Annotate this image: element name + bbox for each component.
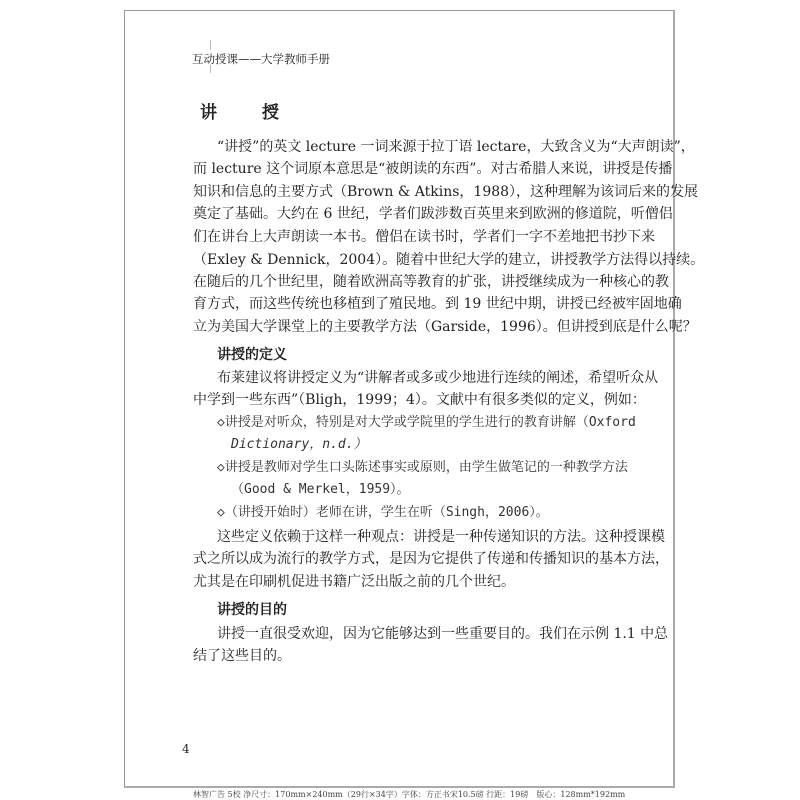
text-line: 这些定义依赖于这样一种观点：讲授是一种传递知识的方法。这种授课模 <box>217 529 665 545</box>
text-line: （Exley & Dennick，2004）。随着中世纪大学的建立，讲授教学方法得以持续。 <box>193 252 705 268</box>
text-line: 讲授一直很受欢迎，因为它能够达到一些重要目的。我们在示例 1.1 中总 <box>217 626 669 642</box>
bullet-line: Dictionary，n.d.） <box>231 437 367 452</box>
text-line: 中学到一些东西”（Bligh，1999；4）。文献中有很多类似的定义，例如： <box>193 392 646 408</box>
page-number: 4 <box>182 742 190 756</box>
text-line: 知识和信息的主要方式（Brown & Atkins，1988），这种理解为该词后来的发展 <box>193 184 699 200</box>
text-line: 布莱建议将讲授定义为“讲解者或多或少地进行连续的阐述，希望听众从 <box>217 370 659 386</box>
text-line: 式之所以成为流行的教学方式，是因为它提供了传递和传播知识的基本方法， <box>193 551 669 567</box>
subheading-definition: 讲授的定义 <box>217 347 287 363</box>
section-title: 讲 授 <box>200 103 293 123</box>
text-line: 育方式，而这些传统也移植到了殖民地。到 19 世纪中期，讲授已经被牢固地确 <box>193 296 682 312</box>
bullet-line: ◇（讲授开始时）老师在讲，学生在听（Singh，2006）。 <box>217 505 549 520</box>
text-line: 结了这些目的。 <box>193 648 291 664</box>
text-line: 在随后的几个世纪里，随着欧洲高等教育的扩张，讲授继续成为一种核心的教 <box>193 274 669 290</box>
bullet-line: ◇讲授是对听众，特别是对大学或学院里的学生进行的教育讲解（Oxford <box>217 415 636 430</box>
text-line: 而 lecture 这个词原本意思是“被朗读的东西”。对古希腊人来说，讲授是传播 <box>193 161 673 177</box>
text-line: 们在讲台上大声朗读一本书。僧侣在读书时，学者们一字不差地把书抄下来 <box>193 229 655 245</box>
bullet-line: ◇讲授是教师对学生口头陈述事实或原则，由学生做笔记的一种教学方法 <box>217 460 628 475</box>
text-line: 尤其是在印刷机促进书籍广泛出版之前的几个世纪。 <box>193 574 515 590</box>
print-spec: 林智广告 5校 净尺寸：170mm×240mm（29行×34字）字体：方正书宋10.5磅 行距：19磅 版心：128mm*192mm <box>193 790 626 799</box>
subheading-purpose: 讲授的目的 <box>217 602 287 618</box>
bullet-line: （Good & Merkel，1959）。 <box>231 482 410 497</box>
crop-mark <box>210 40 211 50</box>
text-line: “讲授”的英文 lecture 一词来源于拉丁语 lectare，大致含义为“大声朗读”， <box>217 139 695 155</box>
text-line: 立为美国大学课堂上的主要教学方法（Garside，1996）。但讲授到底是什么呢？ <box>193 319 697 335</box>
text-line: 奠定了基础。大约在 6 世纪，学者们跋涉数百英里来到欧洲的修道院，听僧侣 <box>193 206 673 222</box>
running-header: 互动授课——大学教师手册 <box>192 52 330 66</box>
